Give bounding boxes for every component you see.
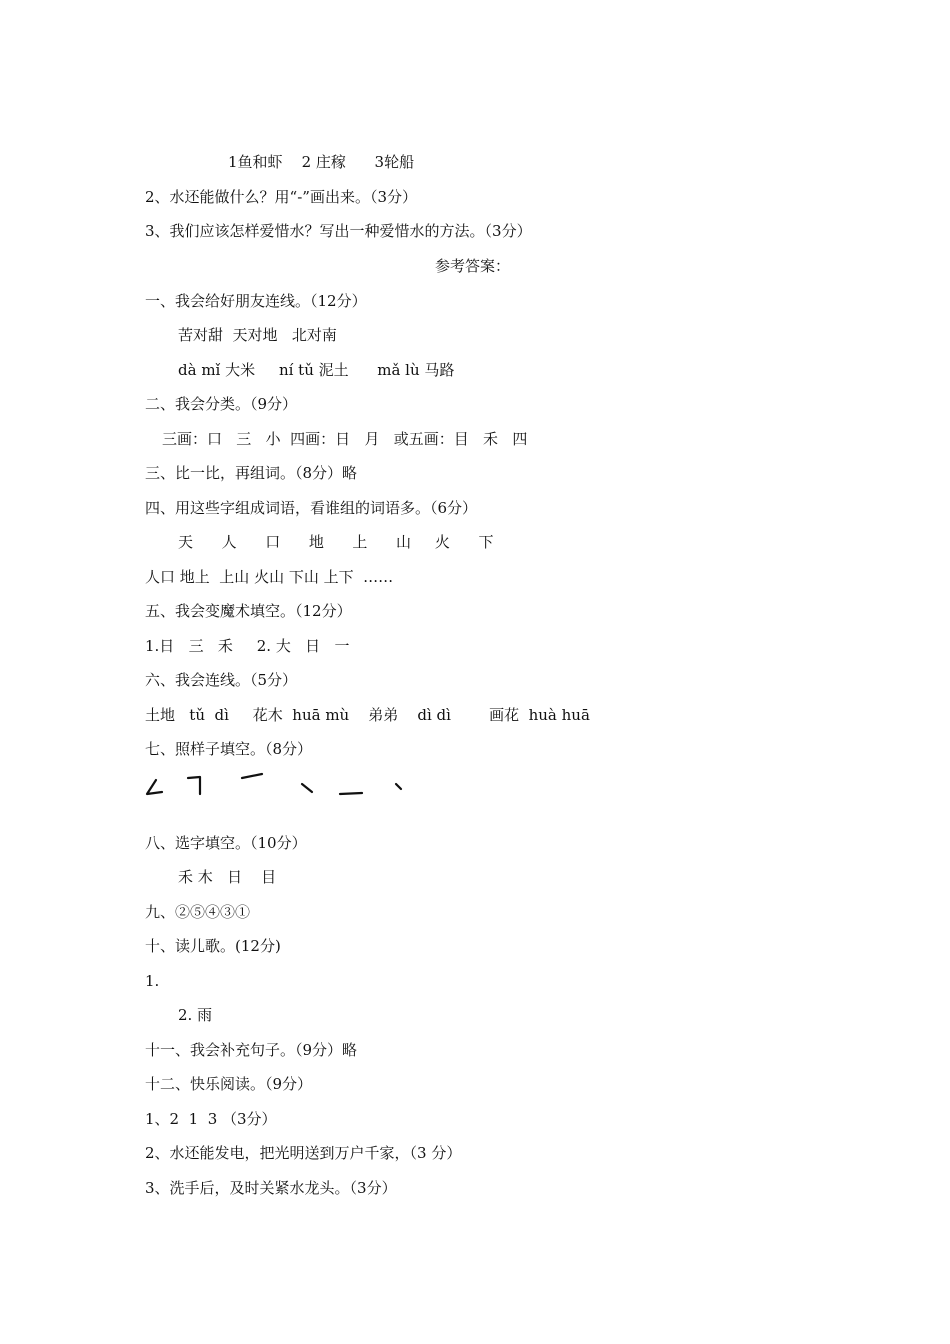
section-12-answer-2: 2、水还能发电，把光明送到万户千家，（3 分） <box>145 1144 462 1162</box>
answer-key-title: 参考答案： <box>435 257 511 275</box>
stroke-ti <box>242 774 262 778</box>
section-12-heading: 十二、快乐阅读。（9分） <box>145 1075 313 1093</box>
section-10-item-2: 2. 雨 <box>178 1006 213 1024</box>
stroke-dian-short <box>396 784 401 789</box>
section-4-heading: 四、用这些字组成词语，看谁组的词语多。（6分） <box>145 499 478 517</box>
stroke-piezhe <box>147 780 162 794</box>
section-2-heading: 二、我会分类。（9分） <box>145 395 298 413</box>
section-9-answer: 九、②⑤④③① <box>145 903 251 921</box>
section-2-answer: 三画：口 三 小 四画：日 月 或五画：目 禾 四 <box>162 430 528 448</box>
section-8-heading: 八、选字填空。（10分） <box>145 834 307 852</box>
section-6-answer: 土地 tǔ dì 花木 huā mù 弟弟 dì dì 画花 huà huā <box>145 706 590 724</box>
section-5-answer: 1.日 三 禾 2. 大 日 一 <box>145 637 350 655</box>
section-12-answer-3: 3、洗手后，及时关紧水龙头。（3分） <box>145 1179 397 1197</box>
question-3: 3、我们应该怎样爱惜水？写出一种爱惜水的方法。（3分） <box>145 222 532 240</box>
stroke-hengzhe <box>188 777 200 794</box>
section-4-characters: 天 人 口 地 上 山 火 下 <box>178 533 494 551</box>
section-10-heading: 十、读儿歌。(12分) <box>145 937 281 955</box>
section-1-answer-b: dà mǐ 大米 ní tǔ 泥土 mǎ lù 马路 <box>178 361 455 379</box>
section-3-heading: 三、比一比，再组词。（8分）略 <box>145 464 358 482</box>
section-6-heading: 六、我会连线。（5分） <box>145 671 298 689</box>
stroke-answers <box>140 770 440 810</box>
question-options-line: 1鱼和虾 2 庄稼 3轮船 <box>228 153 415 171</box>
section-11-heading: 十一、我会补充句子。（9分）略 <box>145 1041 358 1059</box>
section-7-heading: 七、照样子填空。（8分） <box>145 740 313 758</box>
section-8-answer: 禾 木 日 目 <box>178 868 277 886</box>
section-12-answer-1: 1、2 1 3 （3分） <box>145 1110 277 1128</box>
section-4-answer: 人口 地上 上山 火山 下山 上下 …… <box>145 568 394 586</box>
section-1-heading: 一、我会给好朋友连线。（12分） <box>145 292 367 310</box>
section-5-heading: 五、我会变魔术填空。（12分） <box>145 602 352 620</box>
question-2: 2、水还能做什么？用“-”画出来。（3分） <box>145 188 417 206</box>
stroke-dian-long <box>302 784 312 792</box>
section-1-answer-a: 苦对甜 天对地 北对南 <box>178 326 337 344</box>
section-10-item-1: 1. <box>145 972 160 990</box>
stroke-heng <box>340 793 362 794</box>
